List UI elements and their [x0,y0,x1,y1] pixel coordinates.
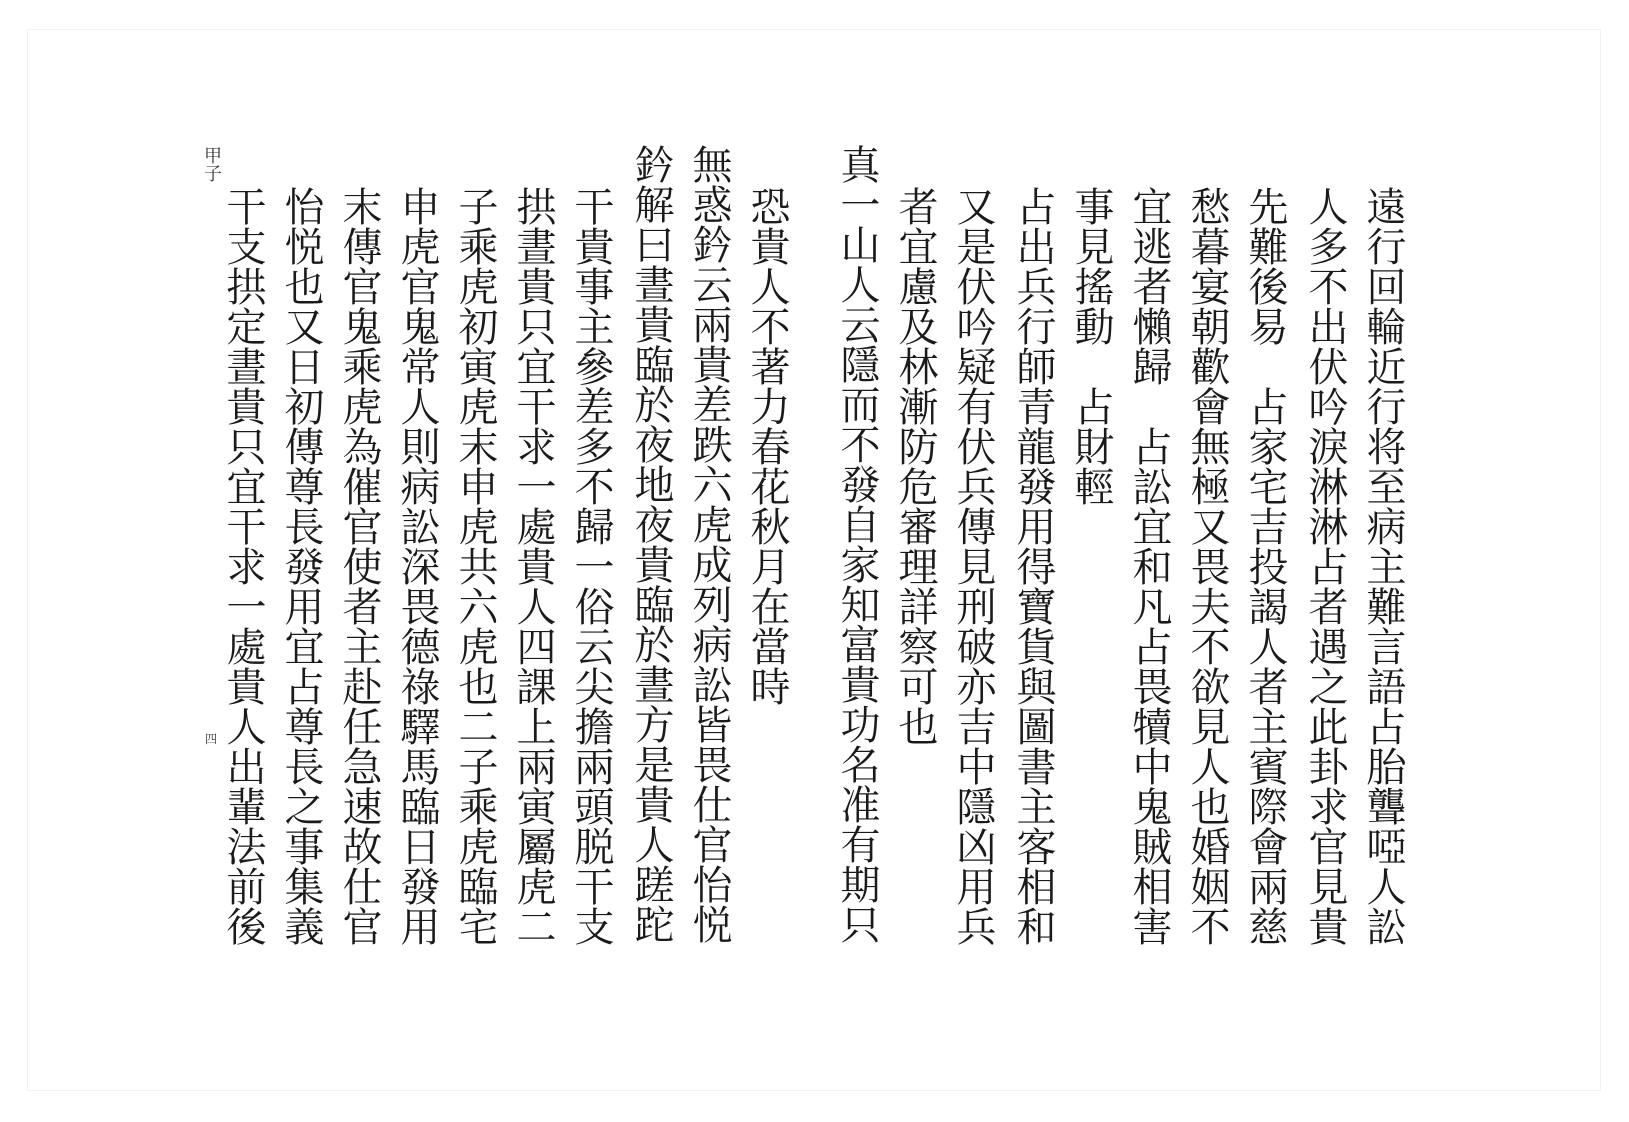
text-column: 者宜慮及林漸防危審理詳察可也 [892,186,938,746]
text-column: 占出兵行師青龍發用得寶貨與圖書主客相和 [1010,186,1056,946]
text-column: 遠行回輪近行将至病主難言語占胎聾啞人訟 [1360,186,1406,946]
text-column: 怡悦也又日初傳尊長發用宜占尊長之事集義 [278,186,324,946]
text-column: 宜逃者懶歸 占訟宜和凡占畏犢中鬼賊相害 [1126,186,1172,946]
text-column: 真一山人云隱而不發自家知富貴功名准有期只 [834,144,880,944]
text-column: 事見搖動 占財輕 [1068,186,1114,506]
page-number: 四 [205,732,218,746]
text-column: 恐貴人不著力春花秋月在當時 [744,186,790,706]
text-column: 拱晝貴只宜干求一處貴人四課上兩寅屬虎二 [510,186,556,946]
text-column: 申虎官鬼常人則病訟深畏德祿驛馬臨日發用 [394,186,440,946]
text-column: 又是伏吟疑有伏兵傳見刑破亦吉中隱凶用兵 [950,186,996,946]
text-column: 先難後易 占家宅吉投謁人者主賓際會兩慈 [1242,186,1288,946]
text-column: 子乘虎初寅虎末申虎共六虎也二子乘虎臨宅 [452,186,498,946]
text-column: 干貴事主參差多不歸一俗云尖擔兩頭脱干支 [568,186,614,946]
text-column: 愁暮宴朝歡會無極又畏夫不欲見人也婚姻不 [1184,186,1230,946]
margin-label: 甲子 [201,146,222,182]
text-column: 人多不出伏吟淚淋淋占者遇之此卦求官見貴 [1302,186,1348,946]
text-column: 干支拱定晝貴只宜干求一處貴人出輩法前後 [220,186,266,946]
text-column: 鈐解曰晝貴臨於夜地夜貴臨於晝方是貴人蹉跎 [628,144,674,944]
text-column: 末傳官鬼乘虎為催官使者主赴任急速故仕官 [336,186,382,946]
text-column: 無惑鈐云兩貴差跌六虎成列病訟皆畏仕官怡悦 [686,144,732,944]
